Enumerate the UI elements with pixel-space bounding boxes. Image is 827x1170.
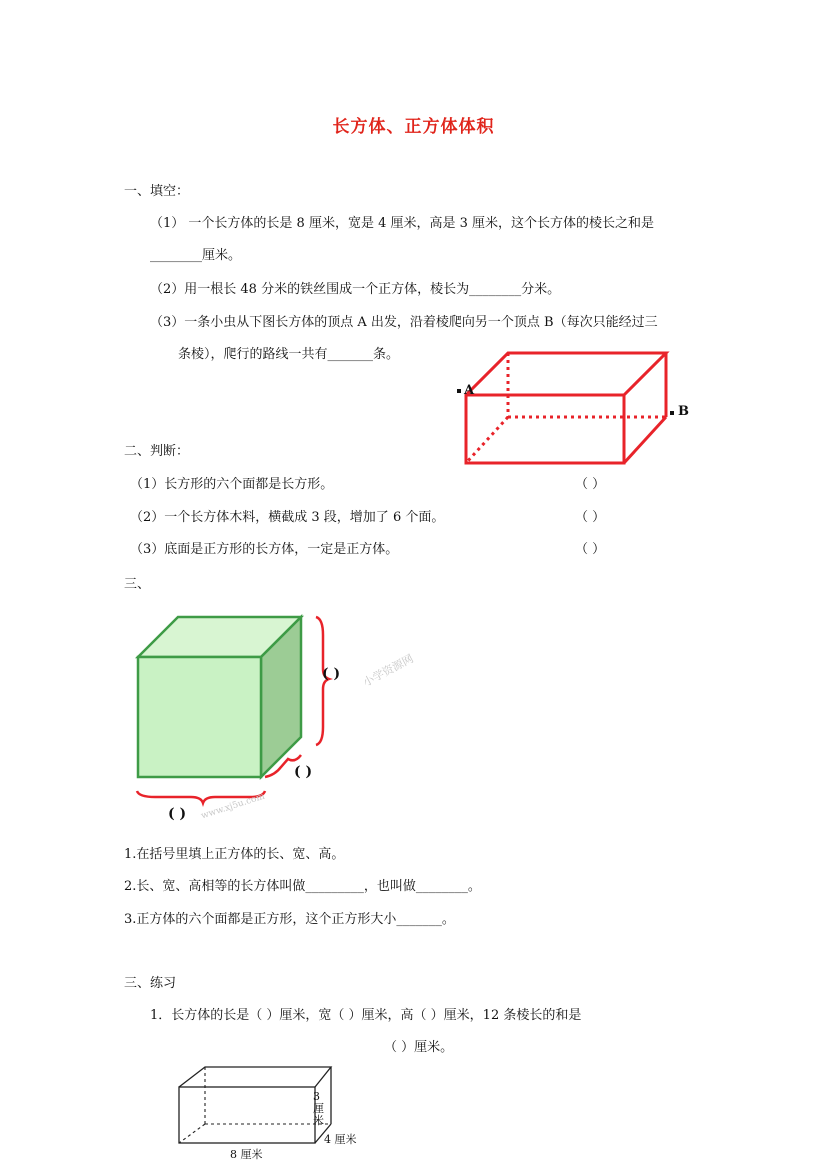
height-bracket[interactable]: ( ): [322, 666, 341, 682]
q1-line2: ________厘米。: [150, 248, 242, 263]
judge-item-2-bracket[interactable]: （ ）: [575, 510, 606, 525]
vertex-b-label: B: [678, 404, 689, 419]
section3-heading: 三、: [124, 577, 151, 592]
judge-item-3-text: （3）底面是正方形的长方体，一定是正方体。: [130, 542, 399, 557]
section3-item-3: 3.正方体的六个面都是正方形，这个正方形大小_______。: [124, 912, 455, 927]
section3-item-2: 2.长、宽、高相等的长方体叫做_________，也叫做________。: [124, 879, 481, 894]
section4-heading: 三、练习: [124, 976, 177, 991]
length-label: 8 厘米: [230, 1148, 263, 1161]
height-label-2: 厘: [313, 1102, 324, 1115]
section3-item-1: 1.在括号里填上正方体的长、宽、高。: [124, 847, 345, 862]
section1-heading: 一、填空：: [124, 184, 190, 199]
section2-heading: 二、判断：: [124, 444, 190, 459]
judge-item-1-text: （1）长方形的六个面都是长方形。: [130, 477, 334, 492]
watermark-url: www.xj5u.com: [200, 791, 267, 822]
section4-q1-line2: （ ）厘米。: [384, 1040, 454, 1055]
green-cube-diagram: [125, 605, 425, 835]
judge-item-3-bracket[interactable]: （ ）: [575, 542, 606, 557]
watermark-text: 小学资源网: [360, 651, 416, 690]
q1-line1: （1） 一个长方体的长是 8 厘米，宽是 4 厘米，高是 3 厘米，这个长方体的棱长之和是: [150, 216, 655, 231]
section4-q1-line1: 1．长方体的长是（ ）厘米，宽（ ）厘米，高（ ）厘米，12 条棱长的和是: [150, 1008, 582, 1023]
width-bracket[interactable]: ( ): [168, 806, 187, 822]
height-label-1: 3: [313, 1090, 320, 1103]
judge-item-2-text: （2）一个长方体木料，横截成 3 段，增加了 6 个面。: [130, 510, 445, 525]
vertex-a-label: A: [464, 383, 475, 398]
judge-item-1-bracket[interactable]: （ ）: [575, 477, 606, 492]
q2: （2）用一根长 48 分米的铁丝围成一个正方体，棱长为________分米。: [150, 282, 561, 297]
q3-line2: 条棱），爬行的路线一共有_______条。: [178, 347, 400, 362]
depth-bracket[interactable]: ( ): [294, 764, 313, 780]
page-title: 长方体、正方体体积: [332, 117, 495, 137]
height-label-3: 米: [313, 1114, 324, 1127]
red-cuboid-diagram: [450, 345, 710, 470]
width-label: 4 厘米: [324, 1133, 357, 1146]
q3-line1: （3）一条小虫从下图长方体的顶点 A 出发，沿着棱爬向另一个顶点 B（每次只能经过三: [150, 315, 658, 330]
